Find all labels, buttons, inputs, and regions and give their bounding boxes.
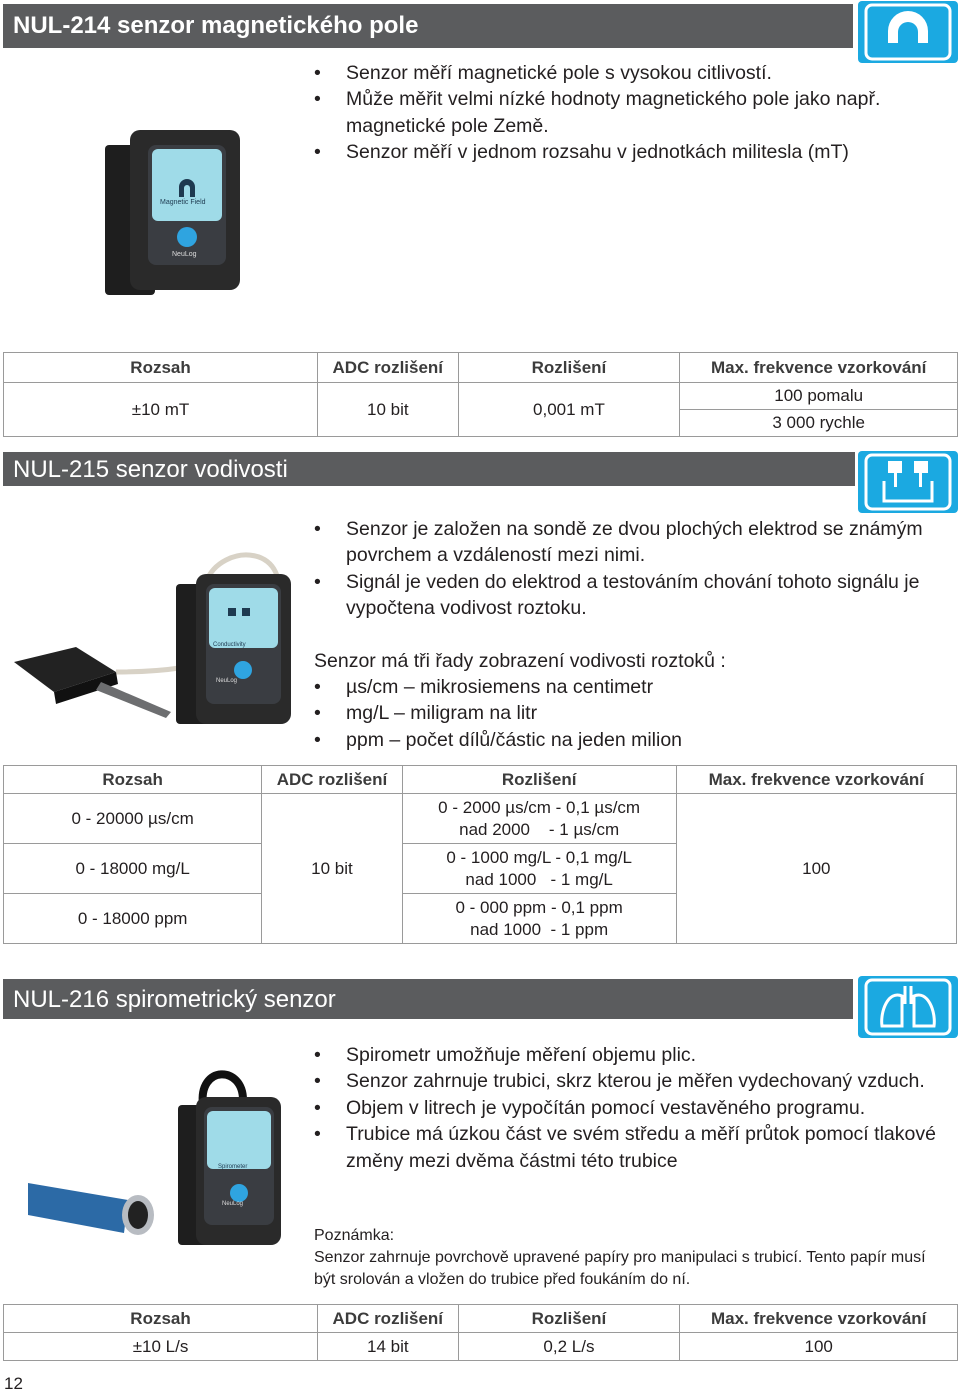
list-item: • Spirometr umožňuje měření objemu plic.	[314, 1042, 954, 1068]
table-cell: 10 bit	[262, 794, 402, 944]
column-header: Rozsah	[4, 766, 262, 794]
bullet-list	[314, 516, 958, 622]
list-item: • Trubice má úzkou část ve svém středu a měří průtok pomocí tlakové změny mezi dvěma částmi této trubice	[314, 1121, 954, 1174]
table-cell: 0 - 18000 mg/L	[4, 844, 262, 894]
table-cell: 0,2 L/s	[458, 1333, 680, 1361]
list-item: • Objem v litrech je vypočítán pomocí vestavěného programu.	[314, 1095, 954, 1121]
spec-table	[3, 765, 957, 944]
list-item: • Senzor zahrnuje trubici, skrz kterou je měřen vydechovaný vzduch.	[314, 1068, 954, 1094]
table-cell: 0 - 20000 µs/cm	[4, 794, 262, 844]
table-cell: 0,001 mT	[458, 383, 680, 437]
resolution-line: 0 - 1000 mg/L - 0,1 mg/L	[446, 847, 632, 867]
section-header-nul-214: NUL-214 senzor magnetického pole	[3, 4, 853, 48]
list-item: • Může měřit velmi nízké hodnoty magnetického pole jako např. magnetické pole Země.	[314, 86, 934, 139]
table-cell	[402, 794, 676, 844]
brand-label: NeuLog	[172, 251, 197, 258]
table-cell: ±10 L/s	[4, 1333, 318, 1361]
list-item: • mg/L – miligram na litr	[314, 700, 934, 726]
device-label: Conductivity	[213, 642, 246, 648]
table-cell: 0 - 18000 ppm	[4, 894, 262, 944]
magnet-icon	[858, 1, 958, 63]
brand-label: NeuLog	[216, 678, 238, 684]
table-cell	[402, 894, 676, 944]
bullet-list	[314, 60, 934, 166]
resolution-line: nad 1000 - 1 ppm	[470, 919, 609, 939]
list-item: • ppm – počet dílů/částic na jeden milion	[314, 727, 934, 753]
list-item: • Senzor měří v jednom rozsahu v jednotkách militesla (mT)	[314, 139, 934, 165]
column-header: Rozlišení	[458, 353, 680, 383]
magnetic-field-sensor-image	[100, 125, 245, 295]
intro-text: Senzor má tři řady zobrazení vodivosti roztoků :	[314, 650, 726, 672]
resolution-line: nad 2000 - 1 µs/cm	[459, 819, 620, 839]
resolution-line: 0 - 000 ppm - 0,1 ppm	[455, 897, 623, 917]
column-header: Rozsah	[4, 353, 318, 383]
table-cell: 100	[680, 1333, 958, 1361]
device-label: Magnetic Field	[160, 199, 206, 206]
section-header-nul-216: NUL-216 spirometrický senzor	[3, 979, 853, 1019]
list-item: • Signál je veden do elektrod a testováním chování tohoto signálu je vypočtena vodivost roztoku.	[314, 569, 958, 622]
table-cell: 14 bit	[318, 1333, 458, 1361]
column-header: Rozlišení	[458, 1305, 680, 1333]
table-cell: 10 bit	[318, 383, 458, 437]
list-item: • µs/cm – mikrosiemens na centimetr	[314, 674, 934, 700]
column-header: Max. frekvence vzorkování	[680, 353, 958, 383]
table-cell: 100	[676, 794, 956, 944]
column-header: Rozlišení	[402, 766, 676, 794]
electrodes-icon	[858, 451, 958, 513]
table-cell: 3 000 rychle	[680, 410, 958, 437]
bullet-list	[314, 1042, 954, 1174]
spec-table	[3, 352, 958, 437]
note-text: Senzor zahrnuje povrchově upravené papíry pro manipulaci s trubicí. Tento papír musí být srolován a vložen do trubice před foukáním do ní.	[314, 1249, 926, 1288]
brand-label: NeuLog	[222, 1201, 244, 1207]
resolution-line: nad 1000 - 1 mg/L	[465, 869, 613, 889]
table-cell: ±10 mT	[4, 383, 318, 437]
note-label: Poznámka:	[314, 1227, 395, 1244]
list-item: • Senzor je založen na sondě ze dvou plochých elektrod se známým povrchem a vzdáleností mezi nimi.	[314, 516, 958, 569]
lungs-icon	[858, 976, 958, 1038]
column-header: Max. frekvence vzorkování	[680, 1305, 958, 1333]
column-header: Rozsah	[4, 1305, 318, 1333]
column-header: ADC rozlišení	[318, 353, 458, 383]
resolution-line: 0 - 2000 µs/cm - 0,1 µs/cm	[438, 797, 641, 817]
table-cell	[402, 844, 676, 894]
bullet-list	[314, 674, 934, 753]
list-item: • Senzor měří magnetické pole s vysokou citlivostí.	[314, 60, 934, 86]
spec-table	[3, 1304, 958, 1361]
column-header: Max. frekvence vzorkování	[676, 766, 956, 794]
device-label: Spirometer	[218, 1164, 248, 1170]
column-header: ADC rozlišení	[262, 766, 402, 794]
table-cell: 100 pomalu	[680, 383, 958, 410]
spirometer-sensor-image	[28, 1065, 283, 1245]
section-header-nul-215: NUL-215 senzor vodivosti	[3, 452, 855, 486]
conductivity-sensor-image	[6, 522, 296, 727]
page-number: 12	[4, 1374, 23, 1393]
column-header: ADC rozlišení	[318, 1305, 458, 1333]
